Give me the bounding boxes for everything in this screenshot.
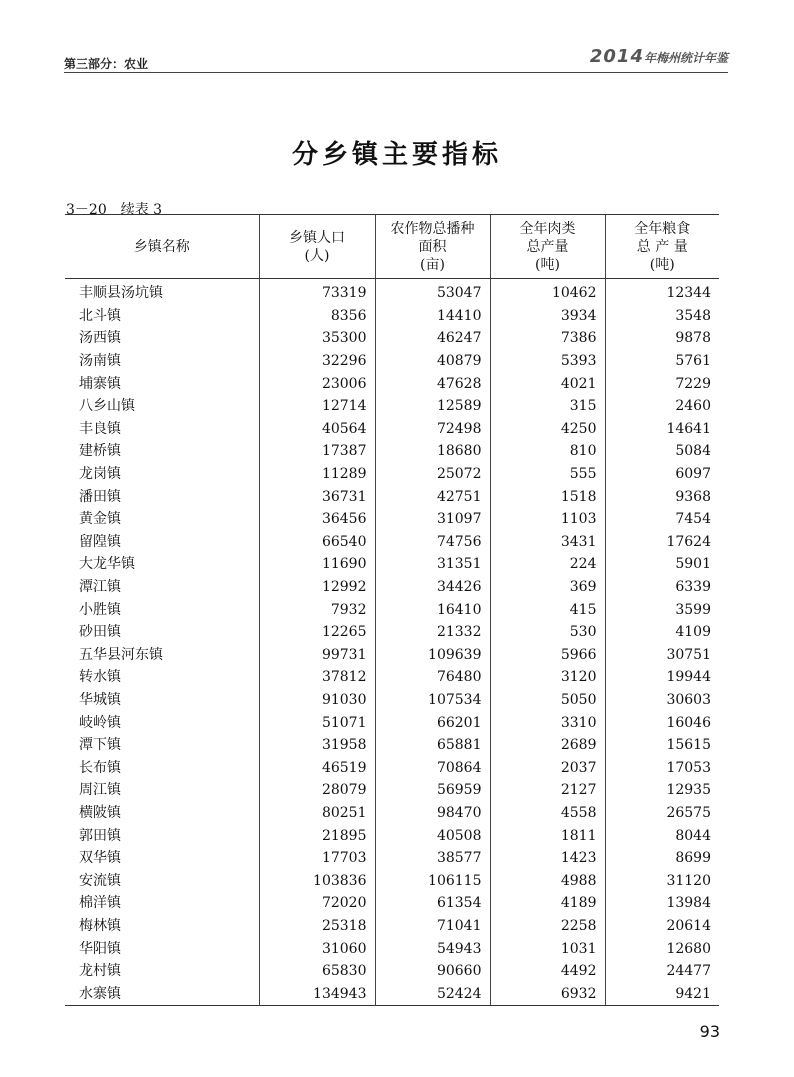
table-row — [65, 960, 719, 983]
grain-output-cell: 26575 — [605, 802, 719, 825]
table-row — [65, 395, 719, 418]
sown-area-cell: 54943 — [375, 937, 490, 960]
data-table — [65, 214, 719, 1006]
meat-output-cell: 415 — [490, 598, 605, 621]
yearbook-name: 年梅州统计年鉴 — [643, 51, 728, 65]
town-name-cell: 丰顺县汤坑镇 — [79, 285, 163, 302]
population-cell: 7932 — [259, 598, 375, 621]
sown-area-cell: 74756 — [375, 531, 490, 554]
table-row — [65, 689, 719, 712]
sown-area-cell: 40508 — [375, 824, 490, 847]
grain-output-cell: 4109 — [605, 621, 719, 644]
meat-output-cell: 10462 — [490, 279, 605, 305]
sown-area-cell: 106115 — [375, 869, 490, 892]
town-name-cell: 梅林镇 — [79, 917, 121, 934]
table-row — [65, 418, 719, 441]
town-name-cell: 潭下镇 — [79, 737, 121, 754]
sown-area-cell: 70864 — [375, 756, 490, 779]
page-title: 分乡镇主要指标 — [291, 140, 502, 170]
town-name-cell: 丰良镇 — [79, 420, 121, 437]
table-header-row — [65, 215, 719, 279]
meat-output-cell: 7386 — [490, 327, 605, 350]
population-cell: 99731 — [259, 644, 375, 667]
table-row — [65, 734, 719, 757]
population-cell: 35300 — [259, 327, 375, 350]
meat-output-cell: 1031 — [490, 937, 605, 960]
population-cell: 12265 — [259, 621, 375, 644]
meat-output-cell: 3310 — [490, 711, 605, 734]
meat-output-cell: 369 — [490, 576, 605, 599]
sown-area-cell: 61354 — [375, 892, 490, 915]
meat-output-cell: 1423 — [490, 847, 605, 870]
meat-output-cell: 1811 — [490, 824, 605, 847]
town-name-cell: 黄金镇 — [79, 511, 121, 528]
table-row — [65, 576, 719, 599]
col-header-grain: 全年粮食 总 产 量 (吨) — [605, 215, 719, 279]
table-row — [65, 666, 719, 689]
sown-area-cell: 40879 — [375, 350, 490, 373]
town-name-cell: 潭江镇 — [79, 579, 121, 596]
grain-output-cell: 6339 — [605, 576, 719, 599]
sown-area-cell: 72498 — [375, 418, 490, 441]
town-name-cell: 棉洋镇 — [79, 895, 121, 912]
sown-area-cell: 31351 — [375, 553, 490, 576]
meat-output-cell: 4988 — [490, 869, 605, 892]
town-name-cell: 潘田镇 — [79, 488, 121, 505]
table-row — [65, 915, 719, 938]
sown-area-cell: 16410 — [375, 598, 490, 621]
table-row — [65, 982, 719, 1005]
table-row — [65, 869, 719, 892]
town-name-cell: 水寨镇 — [65, 982, 259, 1005]
sown-area-cell: 25072 — [375, 463, 490, 486]
table-row — [65, 621, 719, 644]
sown-area-cell: 76480 — [375, 666, 490, 689]
town-name-cell: 郭田镇 — [79, 827, 121, 844]
population-cell: 32296 — [259, 350, 375, 373]
sown-area-cell: 109639 — [375, 644, 490, 667]
town-name-cell: 建桥镇 — [79, 443, 121, 460]
meat-output-cell: 3120 — [490, 666, 605, 689]
town-name-cell: 留隍镇 — [79, 533, 121, 550]
population-cell: 11690 — [259, 553, 375, 576]
meat-output-cell: 555 — [490, 463, 605, 486]
sown-area-cell: 34426 — [375, 576, 490, 599]
town-name-cell: 小胜镇 — [79, 601, 121, 618]
town-name-cell: 大龙华镇 — [79, 556, 135, 573]
meat-output-cell: 5050 — [490, 689, 605, 712]
grain-output-cell: 12935 — [605, 779, 719, 802]
meat-output-cell: 2258 — [490, 915, 605, 938]
town-name-cell: 埔寨镇 — [79, 375, 121, 392]
grain-output-cell: 30603 — [605, 689, 719, 712]
sown-area-cell: 56959 — [375, 779, 490, 802]
town-name-cell: 汤南镇 — [79, 353, 121, 370]
meat-output-cell: 4558 — [490, 802, 605, 825]
grain-output-cell: 3548 — [605, 305, 719, 328]
town-name-cell: 华城镇 — [79, 691, 121, 708]
population-cell: 66540 — [259, 531, 375, 554]
meat-output-cell: 4492 — [490, 960, 605, 983]
grain-output-cell: 5084 — [605, 440, 719, 463]
table-row — [65, 598, 719, 621]
grain-output-cell: 8699 — [605, 847, 719, 870]
population-cell: 28079 — [259, 779, 375, 802]
town-name-cell: 横陂镇 — [79, 804, 121, 821]
population-cell: 72020 — [259, 892, 375, 915]
population-cell: 11289 — [259, 463, 375, 486]
header-rule — [64, 72, 728, 73]
meat-output-cell: 810 — [490, 440, 605, 463]
meat-output-cell: 4189 — [490, 892, 605, 915]
meat-output-cell: 6932 — [490, 982, 605, 1005]
grain-output-cell: 16046 — [605, 711, 719, 734]
town-name-cell: 八乡山镇 — [79, 398, 135, 415]
grain-output-cell: 12680 — [605, 937, 719, 960]
meat-output-cell: 3431 — [490, 531, 605, 554]
town-name-cell: 周江镇 — [79, 782, 121, 799]
meat-output-cell: 1518 — [490, 485, 605, 508]
sown-area-cell: 52424 — [375, 982, 490, 1005]
table-row — [65, 305, 719, 328]
grain-output-cell: 30751 — [605, 644, 719, 667]
sown-area-cell: 18680 — [375, 440, 490, 463]
population-cell: 23006 — [259, 372, 375, 395]
town-name-cell: 汤西镇 — [79, 330, 121, 347]
meat-output-cell: 3934 — [490, 305, 605, 328]
sown-area-cell: 46247 — [375, 327, 490, 350]
col-header-meat: 全年肉类 总产量 (吨) — [490, 215, 605, 279]
table-row — [65, 644, 719, 667]
grain-output-cell: 9421 — [605, 982, 719, 1005]
town-name-cell: 龙村镇 — [79, 963, 121, 980]
table-row — [65, 531, 719, 554]
grain-output-cell: 8044 — [605, 824, 719, 847]
page-number: 93 — [699, 1022, 720, 1041]
grain-output-cell: 2460 — [605, 395, 719, 418]
grain-output-cell: 14641 — [605, 418, 719, 441]
population-cell: 51071 — [259, 711, 375, 734]
grain-output-cell: 24477 — [605, 960, 719, 983]
col-header-population: 乡镇人口 (人) — [259, 215, 375, 279]
table-row — [65, 327, 719, 350]
population-cell: 103836 — [259, 869, 375, 892]
table-row — [65, 779, 719, 802]
sown-area-cell: 47628 — [375, 372, 490, 395]
grain-output-cell: 9368 — [605, 485, 719, 508]
table-row — [65, 892, 719, 915]
table-row — [65, 847, 719, 870]
grain-output-cell: 20614 — [605, 915, 719, 938]
town-name-cell: 安流镇 — [79, 872, 121, 889]
population-cell: 17387 — [259, 440, 375, 463]
table-row — [65, 824, 719, 847]
population-cell: 65830 — [259, 960, 375, 983]
meat-output-cell: 1103 — [490, 508, 605, 531]
table-row — [65, 463, 719, 486]
sown-area-cell: 98470 — [375, 802, 490, 825]
table-row — [65, 711, 719, 734]
meat-output-cell: 5966 — [490, 644, 605, 667]
grain-output-cell: 12344 — [605, 279, 719, 305]
population-cell: 12714 — [259, 395, 375, 418]
table-label: 3－20 续表 3 — [66, 202, 163, 218]
sown-area-cell: 107534 — [375, 689, 490, 712]
sown-area-cell: 71041 — [375, 915, 490, 938]
meat-output-cell: 2127 — [490, 779, 605, 802]
population-cell: 80251 — [259, 802, 375, 825]
table-row — [65, 553, 719, 576]
population-cell: 36456 — [259, 508, 375, 531]
sown-area-cell: 53047 — [375, 279, 490, 305]
town-name-cell: 华阳镇 — [79, 940, 121, 957]
population-cell: 73319 — [259, 279, 375, 305]
grain-output-cell: 19944 — [605, 666, 719, 689]
grain-output-cell: 9878 — [605, 327, 719, 350]
town-name-cell: 转水镇 — [79, 669, 121, 686]
grain-output-cell: 5901 — [605, 553, 719, 576]
population-cell: 25318 — [259, 915, 375, 938]
meat-output-cell: 2037 — [490, 756, 605, 779]
grain-output-cell: 6097 — [605, 463, 719, 486]
section-header: 第三部分：农业 — [64, 57, 149, 71]
town-name-cell: 龙岗镇 — [79, 466, 121, 483]
population-cell: 36731 — [259, 485, 375, 508]
town-name-cell: 砂田镇 — [79, 624, 121, 641]
yearbook-year: 2014 — [589, 46, 644, 67]
table-body — [65, 279, 719, 1006]
population-cell: 17703 — [259, 847, 375, 870]
population-cell: 134943 — [259, 982, 375, 1005]
population-cell: 8356 — [259, 305, 375, 328]
table-row — [65, 372, 719, 395]
population-cell: 12992 — [259, 576, 375, 599]
grain-output-cell: 13984 — [605, 892, 719, 915]
population-cell: 91030 — [259, 689, 375, 712]
sown-area-cell: 65881 — [375, 734, 490, 757]
town-name-cell: 北斗镇 — [79, 307, 121, 324]
meat-output-cell: 5393 — [490, 350, 605, 373]
meat-output-cell: 4021 — [490, 372, 605, 395]
population-cell: 21895 — [259, 824, 375, 847]
grain-output-cell: 7229 — [605, 372, 719, 395]
table-row — [65, 440, 719, 463]
grain-output-cell: 5761 — [605, 350, 719, 373]
yearbook-header — [590, 46, 728, 67]
table-row — [65, 485, 719, 508]
meat-output-cell: 530 — [490, 621, 605, 644]
table-row — [65, 350, 719, 373]
sown-area-cell: 14410 — [375, 305, 490, 328]
meat-output-cell: 224 — [490, 553, 605, 576]
meat-output-cell: 4250 — [490, 418, 605, 441]
grain-output-cell: 31120 — [605, 869, 719, 892]
meat-output-cell: 2689 — [490, 734, 605, 757]
population-cell: 31958 — [259, 734, 375, 757]
sown-area-cell: 21332 — [375, 621, 490, 644]
town-name-cell: 五华县河东镇 — [79, 646, 163, 663]
population-cell: 31060 — [259, 937, 375, 960]
table-row — [65, 937, 719, 960]
sown-area-cell: 90660 — [375, 960, 490, 983]
grain-output-cell: 15615 — [605, 734, 719, 757]
sown-area-cell: 66201 — [375, 711, 490, 734]
table-row — [65, 279, 719, 305]
town-name-cell: 岐岭镇 — [79, 714, 121, 731]
grain-output-cell: 7454 — [605, 508, 719, 531]
population-cell: 37812 — [259, 666, 375, 689]
grain-output-cell: 3599 — [605, 598, 719, 621]
col-header-name: 乡镇名称 — [65, 215, 259, 279]
table-row — [65, 802, 719, 825]
sown-area-cell: 31097 — [375, 508, 490, 531]
sown-area-cell: 12589 — [375, 395, 490, 418]
col-header-sown-area: 农作物总播种 面积 (亩) — [375, 215, 490, 279]
meat-output-cell: 315 — [490, 395, 605, 418]
population-cell: 46519 — [259, 756, 375, 779]
grain-output-cell: 17053 — [605, 756, 719, 779]
table-row — [65, 508, 719, 531]
table-row — [65, 756, 719, 779]
grain-output-cell: 17624 — [605, 531, 719, 554]
sown-area-cell: 42751 — [375, 485, 490, 508]
town-name-cell: 长布镇 — [79, 759, 121, 776]
town-name-cell: 双华镇 — [79, 850, 121, 867]
population-cell: 40564 — [259, 418, 375, 441]
sown-area-cell: 38577 — [375, 847, 490, 870]
